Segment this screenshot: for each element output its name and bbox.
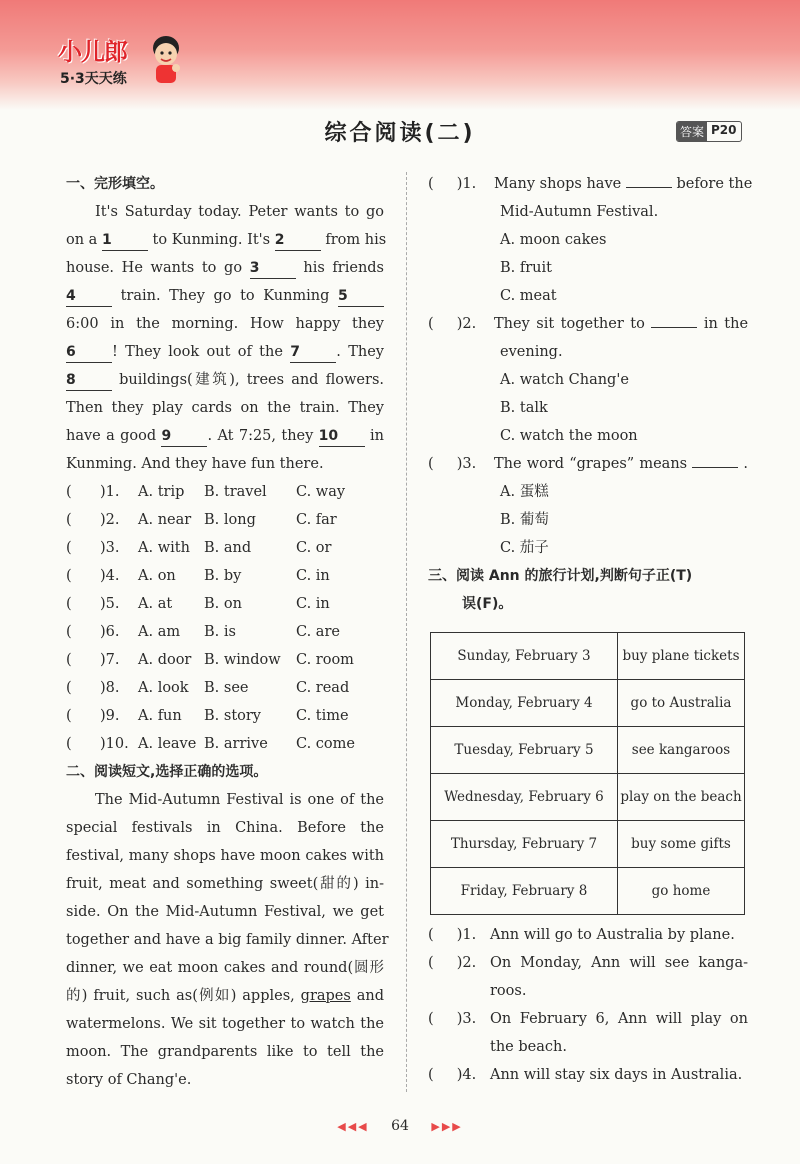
blank-number: 5: [338, 286, 384, 307]
plan-day: Wednesday, February 6: [431, 774, 618, 821]
option-num: )1.: [100, 484, 120, 500]
question-option: C. meat: [500, 288, 557, 304]
option-num: )9.: [100, 708, 120, 724]
answer-paren[interactable]: [428, 310, 494, 338]
passage-line: [66, 1038, 384, 1066]
option-c: C. come: [296, 736, 355, 752]
question-option: B. 葡萄: [500, 512, 549, 528]
option-num: )5.: [100, 596, 120, 612]
column-divider: [406, 172, 407, 1092]
question-option: B. fruit: [500, 260, 552, 276]
option-b: B. by: [204, 568, 242, 584]
question-post: in the: [703, 316, 749, 332]
passage-text: It's Saturday today. Peter wants to go: [95, 204, 384, 220]
answer-paren[interactable]: [428, 450, 494, 478]
answer-paren[interactable]: [428, 1061, 490, 1089]
passage-text: Kunming. And they have fun there.: [66, 456, 324, 472]
option-row: [66, 646, 384, 674]
option-row: [66, 674, 384, 702]
question-pre: The word “grapes” means: [494, 456, 688, 472]
option-a: A. trip: [138, 484, 185, 500]
passage-text: from his: [320, 232, 387, 248]
brand-logo: [58, 32, 188, 94]
question-continuation: evening.: [500, 344, 563, 360]
question-post: .: [743, 456, 748, 472]
option-paren[interactable]: (: [66, 652, 72, 668]
plan-day: Monday, February 4: [431, 680, 618, 727]
option-paren[interactable]: (: [66, 512, 72, 528]
plan-day: Friday, February 8: [431, 868, 618, 915]
statement-line: Ann will go to Australia by plane.: [490, 927, 735, 943]
option-b: B. arrive: [204, 736, 268, 752]
option-a: A. look: [138, 680, 189, 696]
blank-number: 8: [66, 370, 112, 391]
section3-title-line2: 误(F)。: [462, 596, 513, 612]
passage-line: [66, 198, 384, 226]
question-row: [428, 170, 753, 198]
section1-title: 一、完形填空。: [66, 176, 164, 192]
question-text: [494, 450, 748, 478]
option-c: C. far: [296, 512, 337, 528]
option-c: C. or: [296, 540, 332, 556]
paren: (: [428, 1067, 434, 1083]
statement-text: [490, 1061, 748, 1089]
blank-number: 6: [66, 342, 112, 363]
option-paren[interactable]: (: [66, 736, 72, 752]
question-option: A. moon cakes: [500, 232, 607, 248]
plan-day: Sunday, February 3: [431, 633, 618, 680]
option-num: )6.: [100, 624, 120, 640]
passage-text: The Mid-Autumn Festival is one of the: [95, 792, 384, 808]
passage-line: [66, 1066, 384, 1094]
passage-line: [66, 898, 384, 926]
statement-text: [490, 921, 748, 949]
option-c: C. are: [296, 624, 340, 640]
paren: (: [428, 316, 434, 332]
passage-text: fruit, meat and something sweet(甜的) in-: [66, 876, 384, 892]
passage-line: [66, 786, 384, 814]
passage-line: [66, 422, 384, 450]
option-a: A. near: [138, 512, 192, 528]
passage-line: [66, 366, 384, 394]
cloze-passage: [66, 198, 387, 478]
mascot-icon: [146, 32, 186, 86]
blank-number: 7: [290, 342, 336, 363]
passage-line: [66, 814, 384, 842]
statement-row: [428, 949, 748, 1005]
blank-number: 9: [161, 426, 207, 447]
option-a: A. leave: [138, 736, 197, 752]
passage-text: in: [364, 428, 384, 444]
plan-row: [431, 774, 745, 821]
option-paren[interactable]: (: [66, 484, 72, 500]
option-paren[interactable]: (: [66, 568, 72, 584]
question-number: )2.: [456, 316, 477, 332]
option-a: A. am: [138, 624, 181, 640]
passage-text: buildings(建筑), trees and flowers.: [112, 372, 384, 388]
section3-title-line1: 三、阅读 Ann 的旅行计划,判断句子正(T): [428, 568, 693, 584]
passage-text: and: [350, 988, 385, 1004]
question-continuation: Mid-Autumn Festival.: [500, 204, 659, 220]
answer-blank[interactable]: [692, 453, 738, 468]
option-row: [66, 534, 384, 562]
statement-text: [490, 949, 748, 1005]
statement-number: )1.: [456, 927, 477, 943]
blank-number: 1: [102, 230, 148, 251]
passage-line: [66, 842, 384, 870]
option-row: [66, 618, 384, 646]
passage-text: together and have a big family dinner. After: [66, 932, 389, 948]
section2-title: 二、阅读短文,选择正确的选项。: [66, 764, 268, 780]
option-b: B. travel: [204, 484, 267, 500]
plan-activity: see kangaroos: [618, 727, 745, 774]
answer-blank[interactable]: [651, 313, 697, 328]
plan-activity: go home: [618, 868, 745, 915]
option-num: )10.: [100, 736, 129, 752]
option-row: [66, 730, 384, 758]
passage-line: [66, 982, 384, 1010]
passage-line: [66, 450, 384, 478]
statement-row: [428, 1005, 748, 1061]
option-paren[interactable]: (: [66, 680, 72, 696]
option-a: A. at: [138, 596, 173, 612]
option-a: A. on: [138, 568, 176, 584]
option-num: )4.: [100, 568, 120, 584]
option-num: )8.: [100, 680, 120, 696]
answer-paren[interactable]: [428, 921, 490, 949]
statement-number: )2.: [456, 955, 477, 971]
page-footer: [0, 1118, 800, 1134]
option-row: [66, 562, 384, 590]
passage-text: his friends: [295, 260, 384, 276]
blank-number: 10: [319, 426, 365, 447]
passage-text: house. He wants to go: [66, 260, 250, 276]
plan-row: [431, 868, 745, 915]
question-number: )1.: [456, 176, 477, 192]
option-a: A. door: [138, 652, 192, 668]
option-row: [66, 702, 384, 730]
paren: (: [428, 927, 434, 943]
plan-day: Tuesday, February 5: [431, 727, 618, 774]
logo-text: 小儿郎: [58, 38, 127, 66]
passage-text: 的) fruit, such as(例如) apples,: [66, 988, 301, 1004]
option-paren[interactable]: (: [66, 624, 72, 640]
passage-line: [66, 282, 384, 310]
option-b: B. long: [204, 512, 256, 528]
question-option: C. 茄子: [500, 540, 549, 556]
statement-line: On Monday, Ann will see kanga-: [490, 955, 748, 971]
reading-passage: [66, 786, 389, 1094]
statement-line: the beach.: [490, 1039, 567, 1055]
plan-row: [431, 821, 745, 868]
blank-number: 2: [275, 230, 321, 251]
option-b: B. and: [204, 540, 252, 556]
option-b: B. is: [204, 624, 236, 640]
statement-line: Ann will stay six days in Australia.: [490, 1067, 743, 1083]
question-option: A. watch Chang'e: [500, 372, 629, 388]
plan-activity: buy plane tickets: [618, 633, 745, 680]
option-num: )2.: [100, 512, 120, 528]
question-option: A. 蛋糕: [500, 484, 549, 500]
passage-text: moon. The grandparents like to tell the: [66, 1044, 384, 1060]
option-b: B. see: [204, 680, 249, 696]
option-a: A. fun: [138, 708, 182, 724]
question-number: )3.: [456, 456, 477, 472]
option-num: )3.: [100, 540, 120, 556]
passage-text: special festivals in China. Before the: [66, 820, 384, 836]
passage-line: [66, 226, 387, 254]
passage-text: train. They go to Kunming: [112, 288, 338, 304]
option-a: A. with: [138, 540, 190, 556]
question-row: [428, 310, 748, 338]
question-pre: Many shops have: [494, 176, 622, 192]
passage-text: side. On the Mid-Autumn Festival, we get: [66, 904, 384, 920]
passage-text: story of Chang'e.: [66, 1072, 192, 1088]
passage-line: [66, 338, 384, 366]
paren: (: [428, 456, 434, 472]
option-c: C. way: [296, 484, 346, 500]
passage-text: . At 7:25, they: [207, 428, 319, 444]
passage-text: have a good: [66, 428, 162, 444]
option-b: B. on: [204, 596, 242, 612]
logo-series: 5·3天天练: [60, 71, 127, 87]
statement-row: [428, 921, 748, 949]
question-pre: They sit together to: [494, 316, 645, 332]
plan-activity: buy some gifts: [618, 821, 745, 868]
page-title: 综合阅读(二): [324, 121, 476, 146]
plan-row: [431, 633, 745, 680]
passage-text: festival, many shops have moon cakes with: [66, 848, 384, 864]
option-c: C. room: [296, 652, 354, 668]
answer-paren[interactable]: [428, 170, 494, 198]
blank-number: 4: [66, 286, 112, 307]
underlined-word: grapes: [300, 988, 351, 1004]
option-paren[interactable]: (: [66, 596, 72, 612]
true-false-statements: [428, 921, 748, 1089]
option-row: [66, 506, 384, 534]
answer-page: P20: [711, 123, 737, 137]
statement-text: [490, 1005, 748, 1061]
answer-page-tag: [676, 121, 742, 142]
option-c: C. time: [296, 708, 349, 724]
option-row: [66, 590, 384, 618]
answer-paren[interactable]: [428, 949, 490, 1005]
statement-line: roos.: [490, 983, 527, 999]
passage-line: [66, 394, 384, 422]
passage-text: 6:00 in the morning. How happy they: [66, 316, 384, 332]
plan-activity: go to Australia: [618, 680, 745, 727]
option-paren[interactable]: (: [66, 540, 72, 556]
option-c: C. in: [296, 568, 330, 584]
passage-line: [66, 1010, 384, 1038]
question-row: [428, 450, 748, 478]
statement-number: )4.: [456, 1067, 477, 1083]
option-row: [66, 478, 384, 506]
plan-row: [431, 727, 745, 774]
reading-questions: [428, 170, 753, 562]
paren: (: [428, 955, 434, 971]
option-paren[interactable]: (: [66, 708, 72, 724]
option-num: )7.: [100, 652, 120, 668]
passage-line: [66, 954, 384, 982]
passage-text: Then they play cards on the train. They: [66, 400, 384, 416]
passage-line: [66, 310, 384, 338]
passage-line: [66, 254, 384, 282]
passage-line: [66, 926, 389, 954]
passage-text: ! They look out of the: [112, 344, 291, 360]
blank-number: 3: [250, 258, 296, 279]
travel-plan-table: [430, 632, 745, 915]
answer-paren[interactable]: [428, 1005, 490, 1061]
plan-day: Thursday, February 7: [431, 821, 618, 868]
cloze-options: [66, 478, 384, 758]
passage-text: dinner, we eat moon cakes and round(圆形: [66, 960, 384, 976]
question-option: B. talk: [500, 400, 548, 416]
option-b: B. story: [204, 708, 261, 724]
passage-line: [66, 870, 384, 898]
statement-line: On February 6, Ann will play on: [490, 1011, 748, 1027]
question-post: before the: [676, 176, 753, 192]
option-c: C. read: [296, 680, 350, 696]
paren: (: [428, 1011, 434, 1027]
passage-text: to Kunming. It's: [147, 232, 275, 248]
arrows-right-icon: ▶▶▶: [431, 1120, 463, 1133]
passage-text: on a: [66, 232, 102, 248]
left-column: [66, 170, 389, 1094]
answer-label: 答案: [677, 122, 707, 141]
question-option: C. watch the moon: [500, 428, 638, 444]
passage-text: . They: [336, 344, 384, 360]
plan-activity: play on the beach: [618, 774, 745, 821]
statement-number: )3.: [456, 1011, 477, 1027]
page-number: 64: [391, 1118, 409, 1134]
arrows-left-icon: ◀◀◀: [337, 1120, 369, 1133]
statement-row: [428, 1061, 748, 1089]
option-b: B. window: [204, 652, 281, 668]
question-text: [494, 310, 748, 338]
answer-blank[interactable]: [626, 173, 672, 188]
option-c: C. in: [296, 596, 330, 612]
question-text: [494, 170, 752, 198]
paren: (: [428, 176, 434, 192]
plan-row: [431, 680, 745, 727]
passage-text: watermelons. We sit together to watch the: [66, 1016, 384, 1032]
right-column: [428, 170, 753, 1089]
